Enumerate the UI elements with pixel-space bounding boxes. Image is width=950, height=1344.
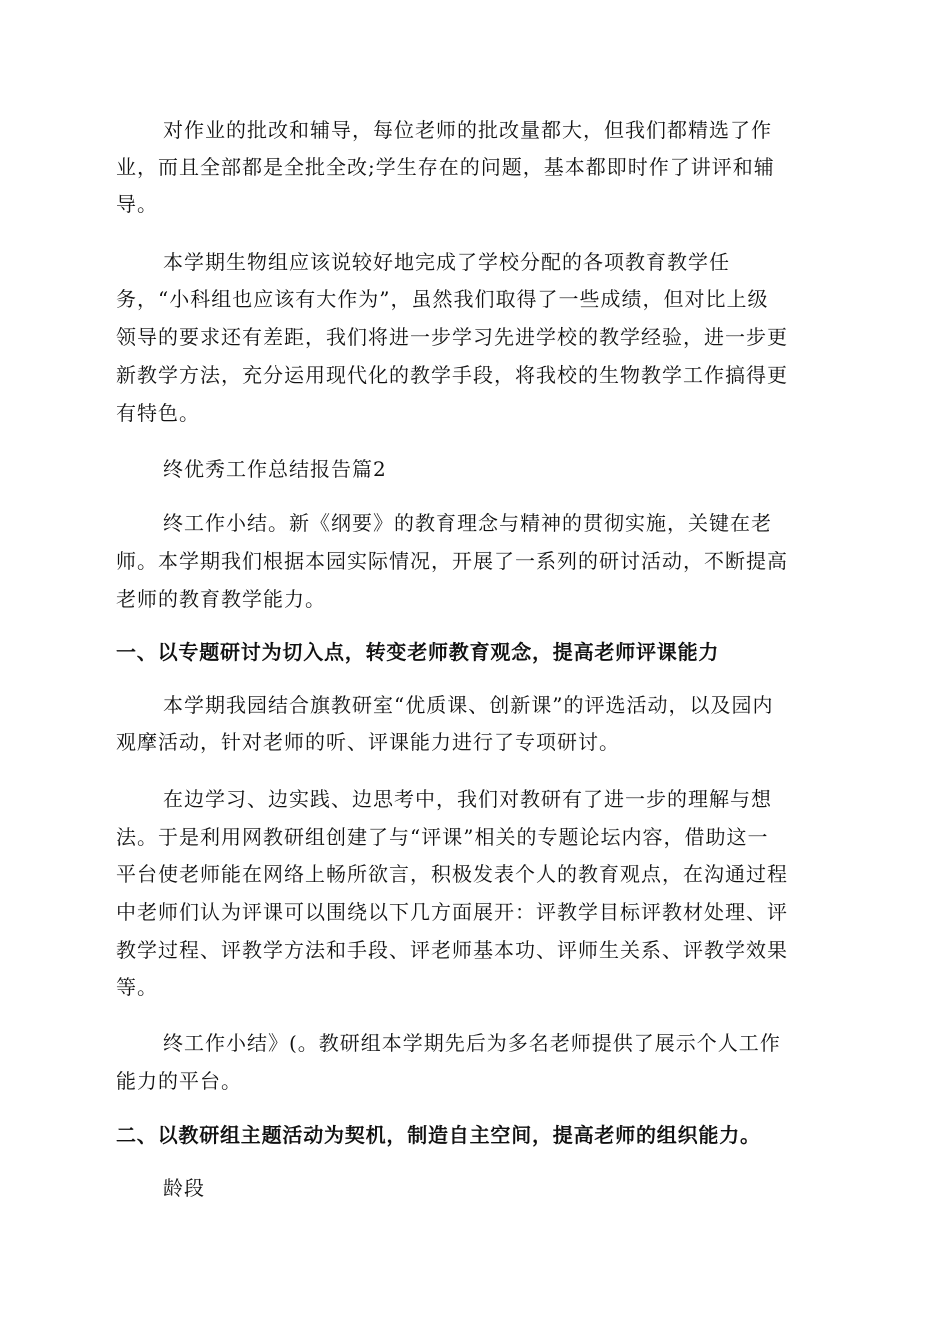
heading-text: 一、以专题研讨为切入点，转变老师教育观念，提高老师评课能力 (116, 640, 720, 664)
text-line: 中老师们认为评课可以围绕以下几方面展开：评教学目标评教材处理、评 (116, 900, 788, 924)
text-line: 对作业的批改和辅导，每位老师的批改量都大，但我们都精选了作 (163, 118, 772, 142)
text-line: 有特色。 (116, 401, 200, 425)
text-line: 导。 (116, 192, 158, 216)
text-line: 等。 (116, 975, 158, 999)
text-line: 在边学习、边实践、边思考中，我们对教研有了进一步的理解与想 (163, 787, 772, 811)
text-line: 观摩活动，针对老师的听、评课能力进行了专项研讨。 (116, 730, 620, 754)
text-line: 业，而且全部都是全批全改;学生存在的问题，基本都即时作了讲评和辅 (116, 155, 775, 179)
text-line: 师。本学期我们根据本园实际情况，开展了一系列的研讨活动，不断提高 (116, 549, 788, 573)
text-line: 本学期生物组应该说较好地完成了学校分配的各项教育教学任 (163, 250, 730, 274)
text-line: 终工作小结。新《纲要》的教育理念与精神的贯彻实施，关键在老 (163, 511, 772, 535)
text-line: 终工作小结》(。教研组本学期先后为多名老师提供了展示个人工作 (163, 1031, 781, 1055)
text-line: 法。于是利用网教研组创建了与“评课”相关的专题论坛内容，借助这一 (116, 825, 769, 849)
text-line: 务，“小科组也应该有大作为”，虽然我们取得了一些成绩，但对比上级 (116, 287, 769, 311)
text-line: 教学过程、评教学方法和手段、评老师基本功、评师生关系、评教学效果 (116, 938, 788, 962)
text-line: 终优秀工作总结报告篇2 (163, 457, 387, 481)
text-line: 新教学方法，充分运用现代化的教学手段，将我校的生物教学工作搞得更 (116, 363, 788, 387)
text-line: 本学期我园结合旗教研室“优质课、创新课”的评选活动，以及园内 (163, 693, 774, 717)
text-line: 领导的要求还有差距，我们将进一步学习先进学校的教学经验，进一步更 (116, 325, 788, 349)
text-line: 龄段 (163, 1176, 205, 1200)
heading-text: 二、以教研组主题活动为契机，制造自主空间，提高老师的组织能力。 (116, 1123, 761, 1147)
text-line: 能力的平台。 (116, 1069, 242, 1093)
text-line: 老师的教育教学能力。 (116, 587, 326, 611)
text-line: 平台使老师能在网络上畅所欲言，积极发表个人的教育观点，在沟通过程 (116, 862, 788, 886)
